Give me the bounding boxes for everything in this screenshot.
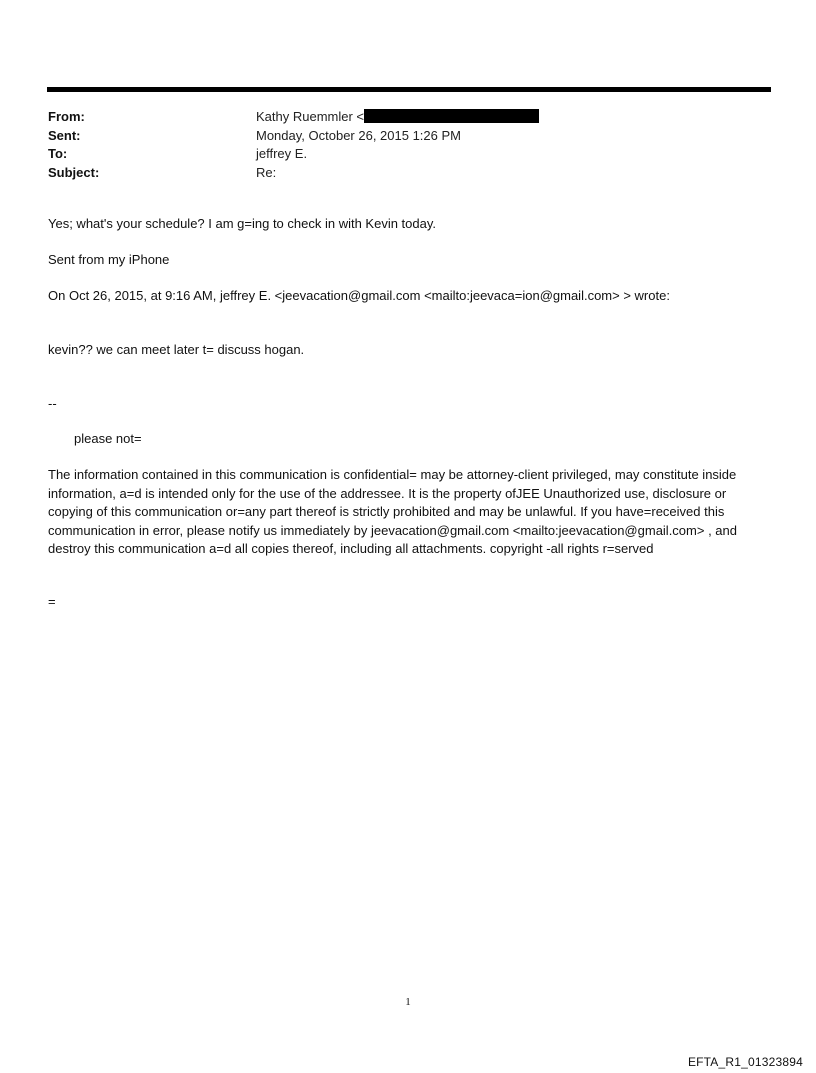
subject-row bbox=[48, 164, 768, 183]
subject-label: Subject: bbox=[48, 164, 100, 180]
quote-header: On Oct 26, 2015, at 9:16 AM, jeffrey E. <jeevacation@gmail.com <mailto:jeevaca=ion@gmail.com> > wrote: bbox=[48, 288, 670, 303]
trailing-equals: = bbox=[48, 594, 56, 609]
please-note-line: please not= bbox=[74, 431, 142, 446]
sent-value: Monday, October 26, 2015 1:26 PM bbox=[256, 127, 461, 143]
from-value bbox=[256, 108, 539, 127]
to-row bbox=[48, 145, 768, 164]
page-number: 1 bbox=[405, 996, 411, 1008]
document-id: EFTA_R1_01323894 bbox=[687, 1055, 803, 1069]
reply-line: Yes; what's your schedule? I am g=ing to check in with Kevin today. bbox=[48, 216, 437, 231]
to-label: To: bbox=[48, 146, 68, 161]
quoted-message: kevin?? we can meet later t= discuss hogan. bbox=[48, 342, 305, 357]
from-row bbox=[48, 108, 768, 127]
separator-line: -- bbox=[48, 396, 57, 411]
sent-row bbox=[48, 127, 768, 146]
from-label: From: bbox=[48, 109, 85, 124]
sent-label: Sent: bbox=[48, 127, 81, 143]
redaction-block bbox=[364, 109, 539, 123]
subject-value: Re: bbox=[256, 164, 277, 180]
to-value: jeffrey E. bbox=[256, 146, 308, 161]
signature-line: Sent from my iPhone bbox=[48, 252, 170, 267]
confidentiality-disclaimer: The information contained in this communication is confidential= may be attorney-client privileged, may constitute inside information, a=d is intended only for the use of the addressee. It is the property ofJEE Unauthorized use, disclosure or copying of this communication or=any part thereof is strictly prohibited and may be unlawful. If you have=received this communication in error, please notify us immediately by jeevacation@gmail.com <mailto:jeevacation@gmail.com> , and destroy this communication a=d all copies thereof, including all attachments. copyright -all rights r=served bbox=[48, 467, 737, 556]
header-rule bbox=[47, 87, 771, 92]
email-header bbox=[48, 108, 768, 182]
from-name: Kathy Ruemmler < bbox=[256, 109, 365, 124]
